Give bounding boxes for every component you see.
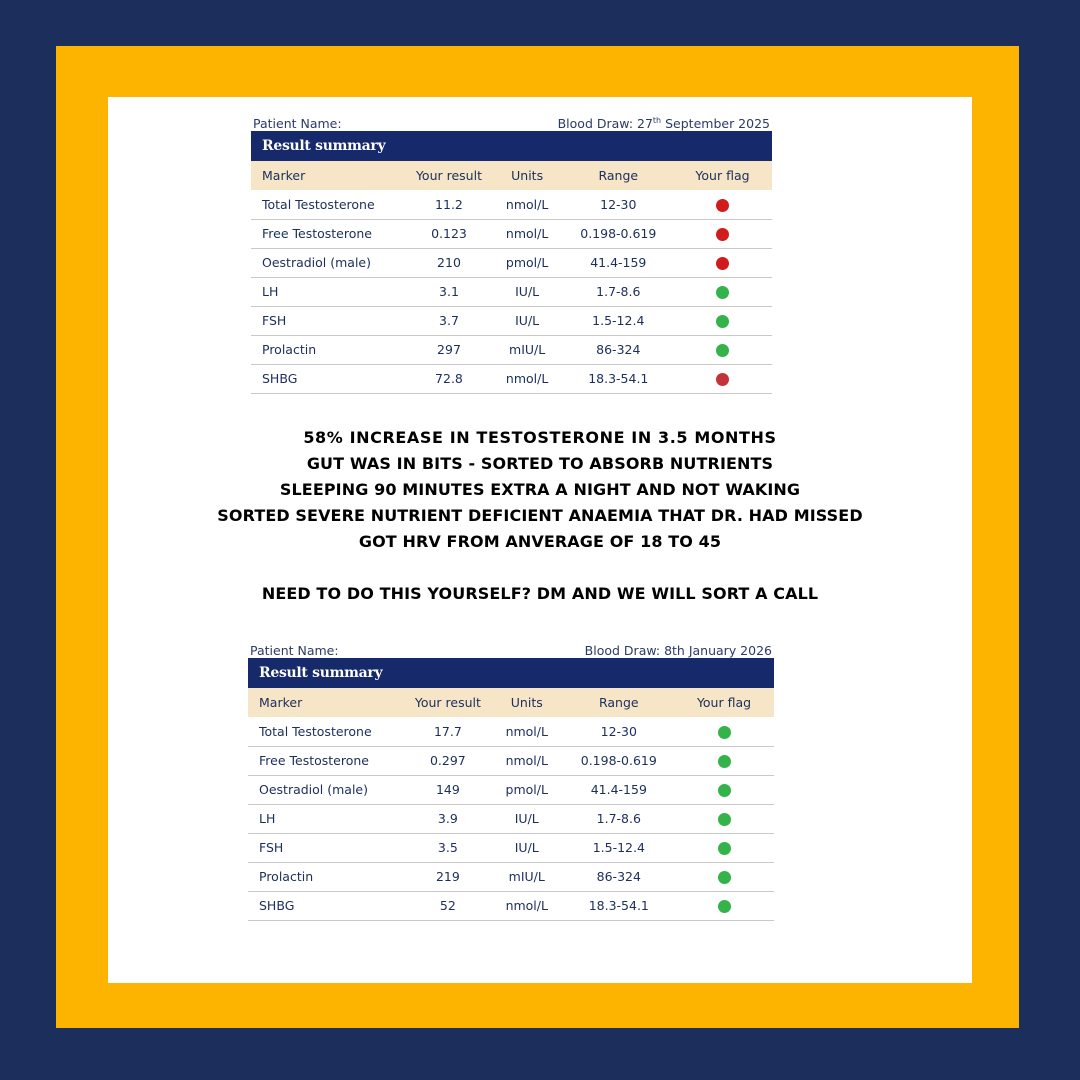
result-report-after bbox=[248, 634, 774, 921]
units-cell: nmol/L bbox=[505, 371, 549, 386]
marker-cell: Oestradiol (male) bbox=[259, 782, 368, 797]
table-row bbox=[251, 277, 772, 306]
message-line: GUT WAS IN BITS - SORTED TO ABSORB NUTRIENTS bbox=[306, 454, 774, 473]
units-cell: mIU/L bbox=[508, 869, 545, 884]
marker-cell: Prolactin bbox=[262, 342, 317, 357]
message-line: SORTED SEVERE NUTRIENT DEFICIENT ANAEMIA THAT DR. HAD MISSED bbox=[217, 506, 863, 525]
report-title: Result summary bbox=[259, 665, 383, 681]
range-cell: 12-30 bbox=[600, 196, 637, 212]
header-units: Units bbox=[510, 695, 543, 710]
marker-cell: Oestradiol (male) bbox=[262, 255, 371, 270]
flag-cell bbox=[674, 746, 774, 775]
document-page bbox=[108, 97, 972, 983]
units-cell: mIU/L bbox=[509, 342, 546, 357]
result-cell: 52 bbox=[439, 898, 456, 913]
flag-cell bbox=[673, 277, 772, 306]
table-row bbox=[248, 746, 774, 775]
header-result: Your result bbox=[415, 168, 482, 183]
units-cell: pmol/L bbox=[505, 782, 548, 797]
result-cell: 3.5 bbox=[437, 840, 458, 855]
table-row bbox=[251, 190, 772, 219]
report-meta bbox=[251, 107, 772, 131]
header-flag: Your flag bbox=[696, 695, 752, 710]
table-row bbox=[248, 775, 774, 804]
table-row bbox=[248, 862, 774, 891]
patient-name-label: Patient Name: bbox=[250, 643, 339, 658]
flag-cell bbox=[674, 862, 774, 891]
flag-darkred-dot-icon bbox=[716, 373, 729, 386]
flag-red-dot-icon bbox=[716, 228, 729, 241]
units-cell: nmol/L bbox=[505, 723, 548, 739]
result-cell: 297 bbox=[437, 342, 461, 357]
report-title-bar bbox=[251, 131, 772, 161]
units-cell: IU/L bbox=[514, 811, 539, 826]
marker-cell: Free Testosterone bbox=[259, 753, 369, 768]
result-cell: 17.7 bbox=[433, 723, 462, 739]
flag-green-dot-icon bbox=[718, 784, 731, 797]
result-cell: 149 bbox=[435, 782, 460, 797]
units-cell: IU/L bbox=[514, 840, 539, 855]
table-row bbox=[248, 804, 774, 833]
table-header-row bbox=[251, 161, 772, 190]
result-cell: 3.1 bbox=[439, 284, 459, 299]
result-cell: 0.297 bbox=[429, 753, 466, 768]
table-row bbox=[251, 364, 772, 393]
results-message bbox=[108, 425, 972, 607]
range-cell: 86-324 bbox=[596, 342, 641, 357]
result-cell: 3.7 bbox=[439, 313, 459, 328]
header-marker: Marker bbox=[259, 695, 303, 710]
marker-cell: Total Testosterone bbox=[259, 723, 372, 739]
range-cell: 86-324 bbox=[596, 869, 641, 884]
flag-cell bbox=[674, 717, 774, 746]
results-table bbox=[248, 688, 774, 921]
message-line: GOT HRV FROM ANVERAGE OF 18 TO 45 bbox=[358, 532, 722, 551]
range-cell: 0.198-0.619 bbox=[580, 226, 657, 241]
header-result: Your result bbox=[414, 695, 481, 710]
marker-cell: LH bbox=[262, 284, 279, 299]
table-row bbox=[248, 833, 774, 862]
report-title: Result summary bbox=[262, 138, 386, 154]
flag-red-dot-icon bbox=[716, 199, 729, 212]
marker-cell: Total Testosterone bbox=[262, 196, 375, 212]
flag-green-dot-icon bbox=[716, 286, 729, 299]
flag-cell bbox=[673, 248, 772, 277]
flag-cell bbox=[674, 833, 774, 862]
table-row bbox=[251, 335, 772, 364]
flag-green-dot-icon bbox=[716, 344, 729, 357]
flag-green-dot-icon bbox=[718, 871, 731, 884]
results-table-body bbox=[251, 190, 772, 393]
flag-green-dot-icon bbox=[718, 755, 731, 768]
result-report-before bbox=[251, 107, 772, 394]
header-units: Units bbox=[511, 168, 544, 183]
flag-green-dot-icon bbox=[718, 900, 731, 913]
flag-cell bbox=[673, 190, 772, 219]
marker-cell: SHBG bbox=[259, 898, 295, 913]
header-range: Range bbox=[598, 168, 639, 183]
flag-cell bbox=[673, 219, 772, 248]
units-cell: nmol/L bbox=[505, 898, 548, 913]
units-cell: nmol/L bbox=[505, 753, 548, 768]
flag-cell bbox=[674, 804, 774, 833]
range-cell: 12-30 bbox=[600, 723, 637, 739]
units-cell: IU/L bbox=[515, 313, 540, 328]
call-to-action: NEED TO DO THIS YOURSELF? DM AND WE WILL SORT A CALL bbox=[261, 584, 819, 603]
result-cell: 11.2 bbox=[435, 196, 463, 212]
flag-green-dot-icon bbox=[718, 813, 731, 826]
marker-cell: Free Testosterone bbox=[262, 226, 372, 241]
range-cell: 0.198-0.619 bbox=[580, 753, 657, 768]
results-table bbox=[251, 161, 772, 394]
table-row bbox=[251, 219, 772, 248]
headline: 58% INCREASE IN TESTOSTERONE IN 3.5 MONTHS bbox=[303, 428, 777, 447]
table-header-row bbox=[248, 688, 774, 717]
result-cell: 0.123 bbox=[431, 226, 467, 241]
blood-draw-date: Blood Draw: 8th January 2026 bbox=[584, 643, 772, 658]
marker-cell: FSH bbox=[262, 313, 287, 328]
table-row bbox=[251, 306, 772, 335]
table-row bbox=[248, 891, 774, 920]
units-cell: nmol/L bbox=[505, 226, 549, 241]
units-cell: IU/L bbox=[515, 284, 540, 299]
flag-red-dot-icon bbox=[716, 257, 729, 270]
result-cell: 72.8 bbox=[435, 371, 463, 386]
range-cell: 18.3-54.1 bbox=[588, 371, 649, 386]
marker-cell: LH bbox=[259, 811, 276, 826]
result-cell: 219 bbox=[435, 869, 460, 884]
marker-cell: FSH bbox=[259, 840, 284, 855]
report-meta bbox=[248, 634, 774, 658]
header-range: Range bbox=[598, 695, 639, 710]
header-marker: Marker bbox=[262, 168, 306, 183]
results-table-body bbox=[248, 717, 774, 920]
result-cell: 210 bbox=[437, 255, 461, 270]
message-line: SLEEPING 90 MINUTES EXTRA A NIGHT AND NOT WAKING bbox=[279, 480, 801, 499]
table-row bbox=[251, 248, 772, 277]
units-cell: nmol/L bbox=[505, 196, 549, 212]
marker-cell: SHBG bbox=[262, 371, 298, 386]
range-cell: 1.5-12.4 bbox=[592, 313, 645, 328]
table-row bbox=[248, 717, 774, 746]
range-cell: 1.5-12.4 bbox=[592, 840, 645, 855]
flag-cell bbox=[673, 335, 772, 364]
range-cell: 41.4-159 bbox=[590, 255, 647, 270]
flag-cell bbox=[673, 364, 772, 393]
flag-green-dot-icon bbox=[718, 842, 731, 855]
result-cell: 3.9 bbox=[437, 811, 458, 826]
range-cell: 18.3-54.1 bbox=[588, 898, 649, 913]
range-cell: 1.7-8.6 bbox=[596, 284, 641, 299]
flag-cell bbox=[673, 306, 772, 335]
patient-name-label: Patient Name: bbox=[253, 116, 342, 131]
marker-cell: Prolactin bbox=[259, 869, 314, 884]
units-cell: pmol/L bbox=[505, 255, 549, 270]
blood-draw-date: Blood Draw: 27th September 2025 bbox=[557, 115, 770, 131]
flag-green-dot-icon bbox=[716, 315, 729, 328]
header-flag: Your flag bbox=[695, 168, 750, 183]
range-cell: 41.4-159 bbox=[590, 782, 647, 797]
flag-green-dot-icon bbox=[718, 726, 731, 739]
report-title-bar bbox=[248, 658, 774, 688]
flag-cell bbox=[674, 891, 774, 920]
flag-cell bbox=[674, 775, 774, 804]
range-cell: 1.7-8.6 bbox=[596, 811, 641, 826]
